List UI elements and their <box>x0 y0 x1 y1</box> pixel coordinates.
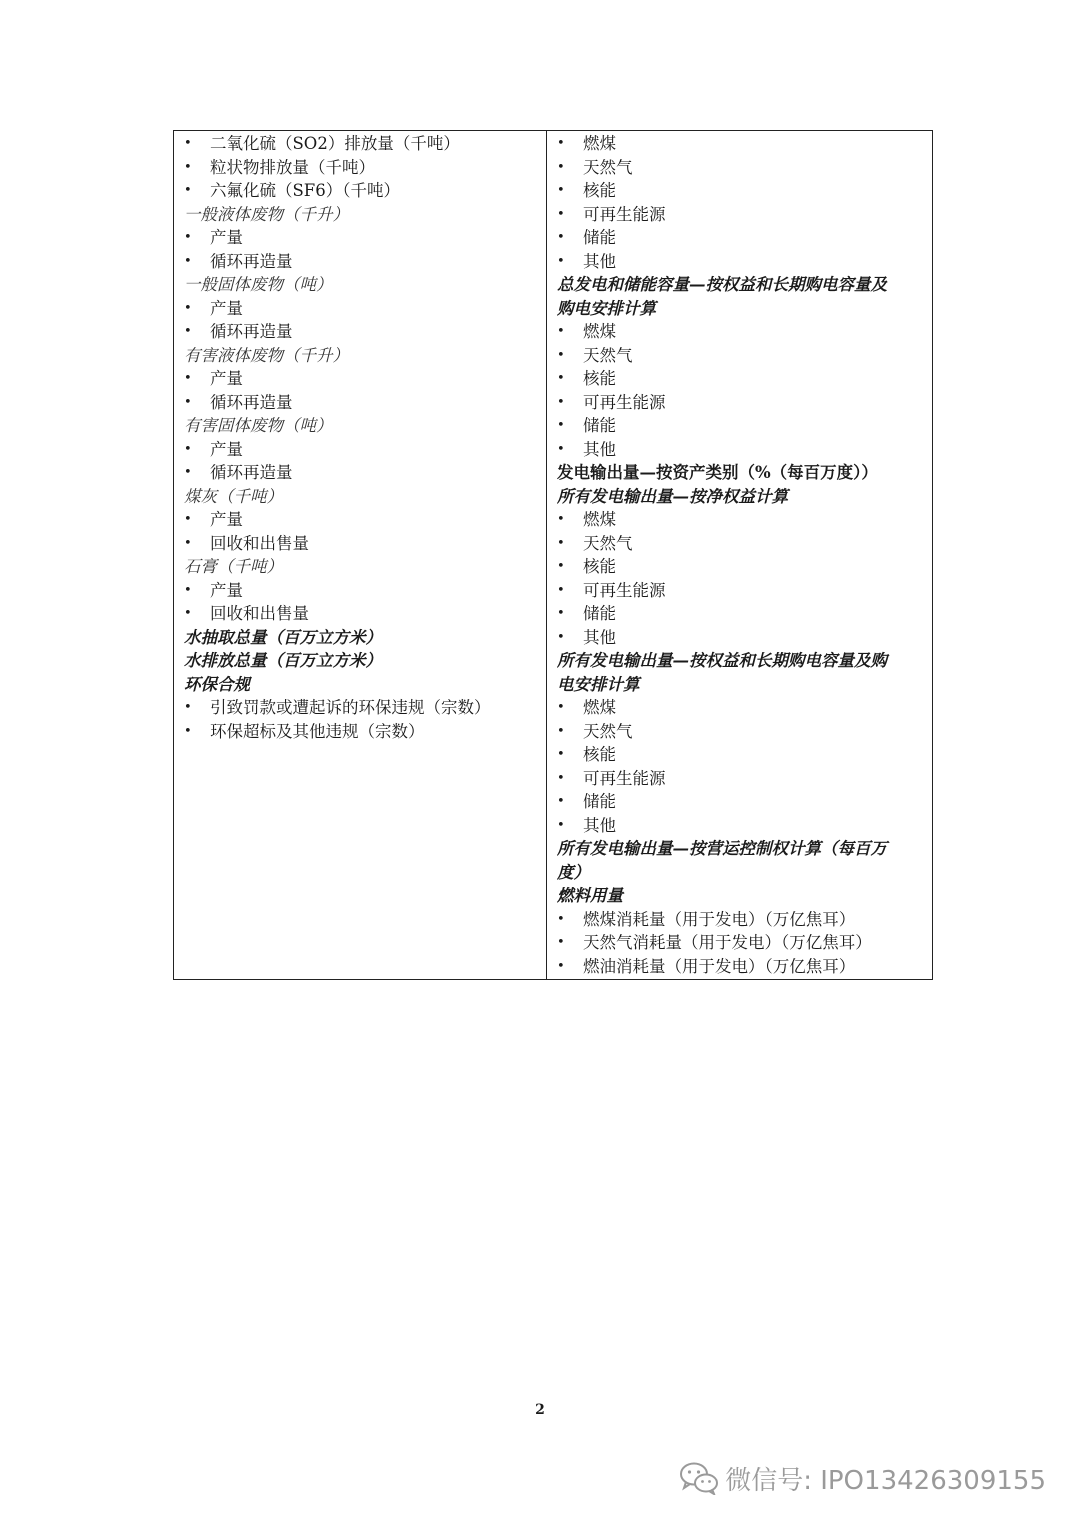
list-item <box>184 508 546 532</box>
list-item <box>557 955 932 979</box>
list-item <box>557 579 932 603</box>
line-text: 其他 <box>583 627 616 647</box>
bullet-icon <box>557 579 583 603</box>
line-text: 储能 <box>583 604 616 623</box>
section-heading <box>184 344 546 368</box>
list-item <box>184 320 546 344</box>
bullet-icon <box>184 367 210 391</box>
list-item <box>557 767 932 791</box>
list-item <box>557 179 932 203</box>
list-item <box>557 391 932 415</box>
bullet-icon <box>557 790 583 814</box>
page-number: 2 <box>535 1402 545 1418</box>
section-heading <box>184 203 546 227</box>
list-item <box>184 579 546 603</box>
bullet-icon <box>557 179 583 203</box>
bullet-icon <box>557 602 583 626</box>
list-item <box>557 156 932 180</box>
bullet-icon <box>184 179 210 203</box>
line-text: 产量 <box>210 369 243 388</box>
bullet-icon <box>557 767 583 791</box>
line-text: 其他 <box>583 251 616 271</box>
line-text: 天然气 <box>583 157 633 177</box>
line-text: 可再生能源 <box>583 580 666 600</box>
list-item <box>557 438 932 462</box>
bullet-icon <box>184 602 210 626</box>
watermark <box>679 1458 1046 1498</box>
list-item <box>184 179 546 203</box>
bullet-icon <box>557 814 583 838</box>
bullet-icon <box>557 320 583 344</box>
list-item <box>557 250 932 274</box>
bullet-icon <box>184 226 210 250</box>
list-item <box>557 203 932 227</box>
line-text: 煤灰（千吨） <box>184 486 283 506</box>
bullet-icon <box>184 250 210 274</box>
bullet-icon <box>557 720 583 744</box>
section-heading <box>557 485 932 509</box>
line-text: 有害固体废物（吨） <box>184 416 333 435</box>
bullet-icon <box>184 391 210 415</box>
line-text: 产量 <box>210 580 243 600</box>
list-item <box>184 461 546 485</box>
line-text: 六氟化硫（SF6）（千吨） <box>210 181 400 200</box>
bullet-icon <box>184 156 210 180</box>
list-item <box>184 156 546 180</box>
list-item <box>184 367 546 391</box>
line-text: 环保合规 <box>184 674 250 694</box>
line-text: 燃油消耗量（用于发电）（万亿焦耳） <box>583 956 856 976</box>
bullet-icon <box>557 367 583 391</box>
list-item <box>557 508 932 532</box>
line-text: 产量 <box>210 228 243 247</box>
line-text: 燃料用量 <box>557 886 623 905</box>
list-item <box>557 226 932 250</box>
list-item <box>557 367 932 391</box>
list-item <box>184 696 546 720</box>
list-item <box>557 132 932 156</box>
section-heading <box>557 884 932 908</box>
line-text: 水抽取总量（百万立方米） <box>184 627 382 647</box>
bullet-icon <box>557 203 583 227</box>
bullet-icon <box>557 908 583 932</box>
line-text: 循环再造量 <box>210 392 293 412</box>
bullet-icon <box>184 320 210 344</box>
line-text: 其他 <box>583 815 616 835</box>
list-item <box>557 814 932 838</box>
line-text: 二氧化硫（SO2）排放量（千吨） <box>210 134 460 153</box>
list-item <box>184 532 546 556</box>
line-text: 燃煤 <box>583 134 616 153</box>
line-text: 石膏（千吨） <box>184 557 283 576</box>
bullet-icon <box>557 414 583 438</box>
list-item <box>184 297 546 321</box>
line-text: 循环再造量 <box>210 251 293 271</box>
bullet-icon <box>184 461 210 485</box>
line-text: 天然气消耗量（用于发电）（万亿焦耳） <box>583 933 872 952</box>
line-text: 可再生能源 <box>583 392 666 412</box>
section-heading <box>557 297 932 321</box>
list-item <box>557 743 932 767</box>
line-text: 核能 <box>583 181 616 200</box>
bullet-icon <box>557 955 583 979</box>
bullet-icon <box>184 297 210 321</box>
section-heading <box>184 273 546 297</box>
table-column-right <box>547 131 932 979</box>
bullet-icon <box>184 438 210 462</box>
line-text: 可再生能源 <box>583 768 666 788</box>
bullet-icon <box>557 743 583 767</box>
section-heading <box>557 273 932 297</box>
line-text: 所有发电输出量—按营运控制权计算（每百万 <box>557 839 887 858</box>
bullet-icon <box>184 132 210 156</box>
line-text: 储能 <box>583 792 616 811</box>
line-text: 产量 <box>210 510 243 529</box>
line-text: 储能 <box>583 228 616 247</box>
line-text: 产量 <box>210 298 243 318</box>
line-text: 其他 <box>583 439 616 459</box>
line-text: 产量 <box>210 439 243 459</box>
section-heading <box>184 649 546 673</box>
bullet-icon <box>557 696 583 720</box>
line-text: 燃煤 <box>583 510 616 529</box>
bullet-icon <box>557 532 583 556</box>
table-column-left <box>174 131 547 979</box>
line-text: 回收和出售量 <box>210 533 309 553</box>
section-heading <box>557 461 932 485</box>
section-heading <box>557 837 932 861</box>
line-text: 购电安排计算 <box>557 298 656 318</box>
section-heading <box>184 414 546 438</box>
list-item <box>557 931 932 955</box>
line-text: 水排放总量（百万立方米） <box>184 651 382 670</box>
indicator-table <box>173 130 933 980</box>
line-text: 一般固体废物（吨） <box>184 275 333 294</box>
list-item <box>557 696 932 720</box>
section-heading <box>184 485 546 509</box>
line-text: 燃煤消耗量（用于发电）（万亿焦耳） <box>583 909 856 929</box>
bullet-icon <box>557 226 583 250</box>
line-text: 核能 <box>583 369 616 388</box>
line-text: 发电输出量—按资产类别（%（每百万度）） <box>557 463 878 482</box>
section-heading <box>557 649 932 673</box>
bullet-icon <box>557 132 583 156</box>
line-text: 引致罚款或遭起诉的环保违规（宗数） <box>210 698 491 717</box>
line-text: 度） <box>557 862 590 882</box>
list-item <box>557 555 932 579</box>
list-item <box>184 602 546 626</box>
bullet-icon <box>557 391 583 415</box>
bullet-icon <box>557 931 583 955</box>
bullet-icon <box>184 579 210 603</box>
list-item <box>557 720 932 744</box>
bullet-icon <box>557 555 583 579</box>
line-text: 燃煤 <box>583 698 616 717</box>
line-text: 所有发电输出量—按净权益计算 <box>557 486 788 506</box>
section-heading <box>184 555 546 579</box>
line-text: 粒状物排放量（千吨） <box>210 157 375 177</box>
line-text: 有害液体废物（千升） <box>184 345 349 365</box>
line-text: 可再生能源 <box>583 204 666 224</box>
line-text: 储能 <box>583 416 616 435</box>
bullet-icon <box>557 344 583 368</box>
list-item <box>557 602 932 626</box>
bullet-icon <box>184 720 210 744</box>
list-item <box>184 250 546 274</box>
section-heading <box>557 673 932 697</box>
bullet-icon <box>557 508 583 532</box>
line-text: 天然气 <box>583 721 633 741</box>
list-item <box>184 438 546 462</box>
bullet-icon <box>184 532 210 556</box>
list-item <box>557 908 932 932</box>
list-item <box>557 320 932 344</box>
line-text: 天然气 <box>583 345 633 365</box>
bullet-icon <box>184 508 210 532</box>
line-text: 总发电和储能容量—按权益和长期购电容量及 <box>557 275 887 294</box>
section-heading <box>184 626 546 650</box>
line-text: 核能 <box>583 745 616 764</box>
list-item <box>557 344 932 368</box>
line-text: 循环再造量 <box>210 322 293 341</box>
list-item <box>184 226 546 250</box>
list-item <box>184 391 546 415</box>
line-text: 核能 <box>583 557 616 576</box>
section-heading <box>557 861 932 885</box>
wechat-icon <box>679 1461 719 1495</box>
list-item <box>557 414 932 438</box>
line-text: 环保超标及其他违规（宗数） <box>210 721 425 741</box>
line-text: 电安排计算 <box>557 674 640 694</box>
list-item <box>557 626 932 650</box>
bullet-icon <box>557 156 583 180</box>
bullet-icon <box>557 250 583 274</box>
line-text: 天然气 <box>583 533 633 553</box>
bullet-icon <box>184 696 210 720</box>
bullet-icon <box>557 626 583 650</box>
line-text: 回收和出售量 <box>210 604 309 623</box>
list-item <box>184 132 546 156</box>
line-text: 燃煤 <box>583 322 616 341</box>
watermark-text: 微信号: IPO13426309155 <box>725 1465 1046 1496</box>
section-heading <box>184 673 546 697</box>
line-text: 一般液体废物（千升） <box>184 204 349 224</box>
line-text: 循环再造量 <box>210 463 293 482</box>
list-item <box>557 790 932 814</box>
list-item <box>184 720 546 744</box>
bullet-icon <box>557 438 583 462</box>
line-text: 所有发电输出量—按权益和长期购电容量及购 <box>557 651 887 670</box>
list-item <box>557 532 932 556</box>
